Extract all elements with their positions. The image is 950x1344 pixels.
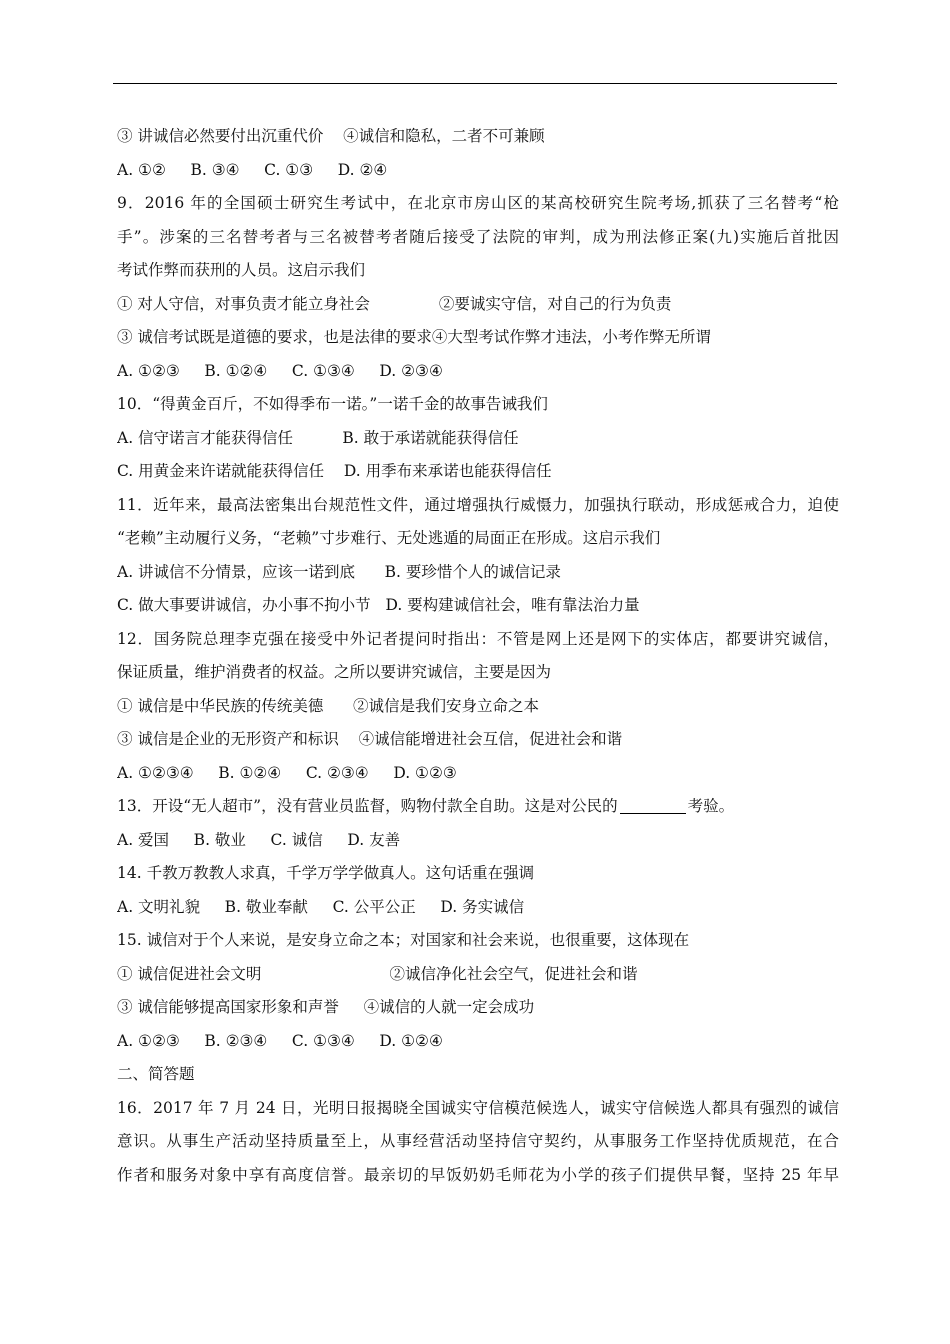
- q15-statement-3-4: ③ 诚信能够提高国家形象和声誉 ④诚信的人就一定会成功: [117, 998, 535, 1016]
- q12-statement-3-4: ③ 诚信是企业的无形资产和标识 ④诚信能增进社会互信，促进社会和谐: [117, 730, 623, 748]
- q11-options-c-d: C. 做大事要讲诚信，办小事不拘小节 D. 要构建诚信社会，唯有靠法治力量: [117, 596, 640, 614]
- q15-options: A. ①②③ B. ②③④ C. ①③④ D. ①②④: [117, 1031, 443, 1050]
- q10-options-c-d: C. 用黄金来许诺就能获得信任 D. 用季布来承诺也能获得信任: [117, 462, 552, 480]
- q16-stem-line-1: 16．2017 年 7 月 24 日，光明日报揭晓全国诚实守信模范候选人，诚实守信候选人都具有强烈的诚信: [117, 1098, 839, 1117]
- q12-options: A. ①②③④ B. ①②④ C. ②③④ D. ①②③: [117, 763, 457, 782]
- q13-stem-text: 13．开设“无人超市”，没有营业员监督，购物付款全自助。这是对公民的: [117, 797, 618, 815]
- q11-stem-line-1: 11．近年来，最高法密集出台规范性文件，通过增强执行威慑力，加强执行联动，形成惩戒合力，迫使: [117, 495, 839, 514]
- q9-stem-line-2: 手”。涉案的三名替考者与三名被替考者随后接受了法院的审判，成为刑法修正案(九)实施后首批因: [117, 227, 839, 246]
- q11-stem-line-2: “老赖”主动履行义务，“老赖”寸步难行、无处逃遁的局面正在形成。这启示我们: [117, 529, 661, 547]
- q14-options: A. 文明礼貌 B. 敬业奉献 C. 公平公正 D. 务实诚信: [117, 897, 525, 916]
- q13-answer-blank: [620, 798, 686, 815]
- q13-options: A. 爱国 B. 敬业 C. 诚信 D. 友善: [117, 830, 401, 849]
- q9-statement-1-2: ① 对人守信，对事负责才能立身社会 ②要诚实守信，对自己的行为负责: [117, 294, 672, 313]
- q9-stem-line-1: 9．2016 年的全国硕士研究生考试中，在北京市房山区的某高校研究生院考场,抓获了三名替考“枪: [117, 194, 839, 212]
- q12-stem-line-2: 保证质量，维护消费者的权益。之所以要讲究诚信，主要是因为: [117, 663, 552, 681]
- q10-options-a-b: A. 信守诺言才能获得信任 B. 敢于承诺就能获得信任: [117, 428, 519, 447]
- q14-stem: 14. 千教万教教人求真，千学万学学做真人。这句话重在强调: [117, 864, 535, 882]
- q12-statement-1-2: ① 诚信是中华民族的传统美德 ②诚信是我们安身立命之本: [117, 696, 539, 715]
- q9-statement-3-4: ③ 诚信考试既是道德的要求，也是法律的要求④大型考试作弊才违法，小考作弊无所谓: [117, 328, 711, 346]
- q8-statement-3-4: ③ 讲诚信必然要付出沉重代价 ④诚信和隐私，二者不可兼顾: [117, 127, 545, 145]
- q13-stem: [117, 790, 839, 824]
- q16-stem-line-3: 作者和服务对象中享有高度信誉。最亲切的早饭奶奶毛师花为小学的孩子们提供早餐，坚持 25 年早: [117, 1165, 839, 1184]
- q15-stem: 15. 诚信对于个人来说，是安身立命之本；对国家和社会来说，也很重要，这体现在: [117, 931, 690, 949]
- q15-statement-1-2: ① 诚信促进社会文明 ②诚信净化社会空气，促进社会和谐: [117, 964, 638, 983]
- exam-page-body: [117, 120, 839, 1192]
- section-heading-short-answer: 二、简答题: [117, 1065, 195, 1083]
- q9-stem-line-3: 考试作弊而获刑的人员。这启示我们: [117, 261, 366, 279]
- header-rule: [113, 83, 837, 84]
- q16-stem-line-2: 意识。从事生产活动坚持质量至上，从事经营活动坚持信守契约，从事服务工作坚持优质规范，在合: [117, 1132, 839, 1150]
- q10-stem: 10．“得黄金百斤，不如得季布一诺。”一诺千金的故事告诫我们: [117, 395, 548, 413]
- q12-stem-line-1: 12．国务院总理李克强在接受中外记者提问时指出：不管是网上还是网下的实体店，都要讲究诚信，: [117, 629, 839, 648]
- q8-options: A. ①② B. ③④ C. ①③ D. ②④: [117, 160, 388, 179]
- q13-stem-tail: 考验。: [687, 797, 735, 815]
- q11-options-a-b: A. 讲诚信不分情景，应该一诺到底 B. 要珍惜个人的诚信记录: [117, 562, 561, 581]
- q9-options: A. ①②③ B. ①②④ C. ①③④ D. ②③④: [117, 361, 443, 380]
